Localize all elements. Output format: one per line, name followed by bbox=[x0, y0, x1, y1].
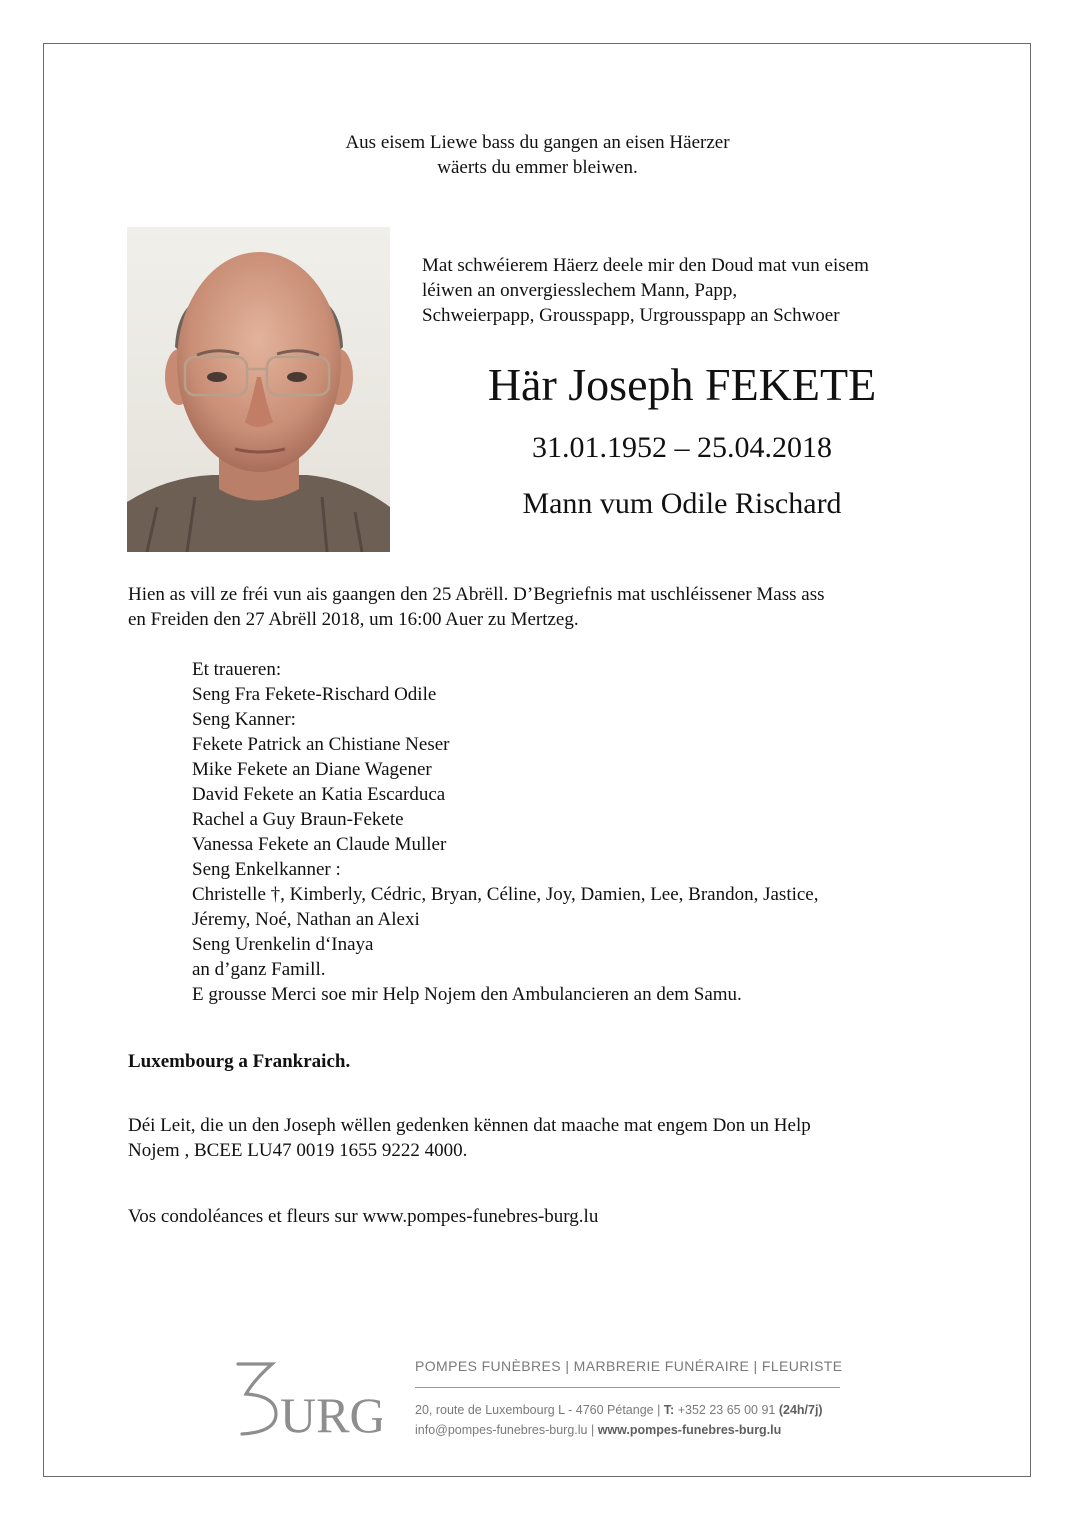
mourner-line: Et traueren: bbox=[192, 659, 282, 680]
donation-text bbox=[128, 1113, 948, 1163]
motto-line-1: Aus eisem Liewe bass du gangen an eisen Häerzer bbox=[345, 132, 730, 153]
mourner-line: David Fekete an Katia Escarduca bbox=[192, 784, 446, 805]
footer-services: POMPES FUNÈBRES | MARBRERIE FUNÉRAIRE | FLEURISTE bbox=[415, 1358, 843, 1374]
mourner-line: Seng Kanner: bbox=[192, 709, 296, 730]
footer-website-link[interactable]: www.pompes-funebres-burg.lu bbox=[597, 1423, 782, 1437]
footer-divider bbox=[415, 1387, 840, 1388]
donation-line-2: Nojem , BCEE LU47 0019 1655 9222 4000. bbox=[128, 1140, 468, 1161]
burg-logo-mark bbox=[232, 1358, 382, 1438]
footer-phone-label: T: bbox=[663, 1403, 675, 1417]
mourner-line: Fekete Patrick an Chistiane Neser bbox=[192, 734, 450, 755]
footer-email-link[interactable]: info@pompes-funebres-burg.lu | bbox=[415, 1423, 598, 1437]
motto-line-2: wäerts du emmer bleiwen. bbox=[437, 157, 638, 178]
portrait-photo bbox=[127, 227, 390, 552]
footer-address: 20, route de Luxembourg L - 4760 Pétange | bbox=[415, 1403, 664, 1417]
intro-line-2: léiwen an onvergiesslechem Mann, Papp, bbox=[422, 280, 738, 301]
footer-phone: +352 23 65 00 91 bbox=[674, 1403, 779, 1417]
mourner-line: E grousse Merci soe mir Help Nojem den Ambulancieren an dem Samu. bbox=[192, 984, 742, 1005]
portrait-illustration bbox=[127, 227, 390, 552]
mourner-line: Seng Urenkelin d‘Inaya bbox=[192, 934, 374, 955]
intro-line-1: Mat schwéierem Häerz deele mir den Doud mat vun eisem bbox=[422, 255, 869, 276]
footer-phone-hours: (24h/7j) bbox=[778, 1403, 823, 1417]
svg-text:URG: URG bbox=[280, 1387, 382, 1438]
mourner-line: Christelle †, Kimberly, Cédric, Bryan, Céline, Joy, Damien, Lee, Brandon, Jastice, bbox=[192, 884, 819, 905]
footer-contact bbox=[415, 1400, 855, 1440]
mourners-list bbox=[192, 657, 952, 1007]
condolences-text: Vos condoléances et fleurs sur www.pompes-funebres-burg.lu bbox=[128, 1206, 599, 1227]
motto-verse bbox=[0, 130, 1075, 180]
funeral-announcement bbox=[128, 582, 948, 632]
mourner-line: Seng Fra Fekete-Rischard Odile bbox=[192, 684, 437, 705]
donation-line-1: Déi Leit, die un den Joseph wëllen gedenken kënnen dat maache mat engem Don un Help bbox=[128, 1115, 811, 1136]
intro-line-3: Schweierpapp, Grousspapp, Urgrousspapp an Schwoer bbox=[422, 305, 840, 326]
mourner-line: an d’ganz Famill. bbox=[192, 959, 326, 980]
mourner-line: Jéremy, Noé, Nathan an Alexi bbox=[192, 909, 420, 930]
announcement-line-2: en Freiden den 27 Abrëll 2018, um 16:00 Auer zu Mertzeg. bbox=[128, 609, 579, 630]
footer-web-line bbox=[415, 1420, 855, 1440]
intro-text bbox=[422, 253, 982, 328]
mourner-line: Mike Fekete an Diane Wagener bbox=[192, 759, 432, 780]
deceased-name: Här Joseph FEKETE bbox=[487, 359, 877, 410]
mourner-line: Seng Enkelkanner : bbox=[192, 859, 341, 880]
footer-address-line bbox=[415, 1400, 855, 1420]
spouse-line: Mann vum Odile Rischard bbox=[522, 487, 842, 520]
announcement-line-1: Hien as vill ze fréi vun ais gaangen den 25 Abrëll. D’Begriefnis mat uschléissener Mass ass bbox=[128, 584, 825, 605]
burg-logo bbox=[232, 1358, 382, 1438]
mourner-line: Vanessa Fekete an Claude Muller bbox=[192, 834, 447, 855]
life-dates: 31.01.1952 – 25.04.2018 bbox=[532, 431, 832, 464]
mourner-line: Rachel a Guy Braun-Fekete bbox=[192, 809, 404, 830]
region-line: Luxembourg a Frankraich. bbox=[128, 1051, 351, 1072]
